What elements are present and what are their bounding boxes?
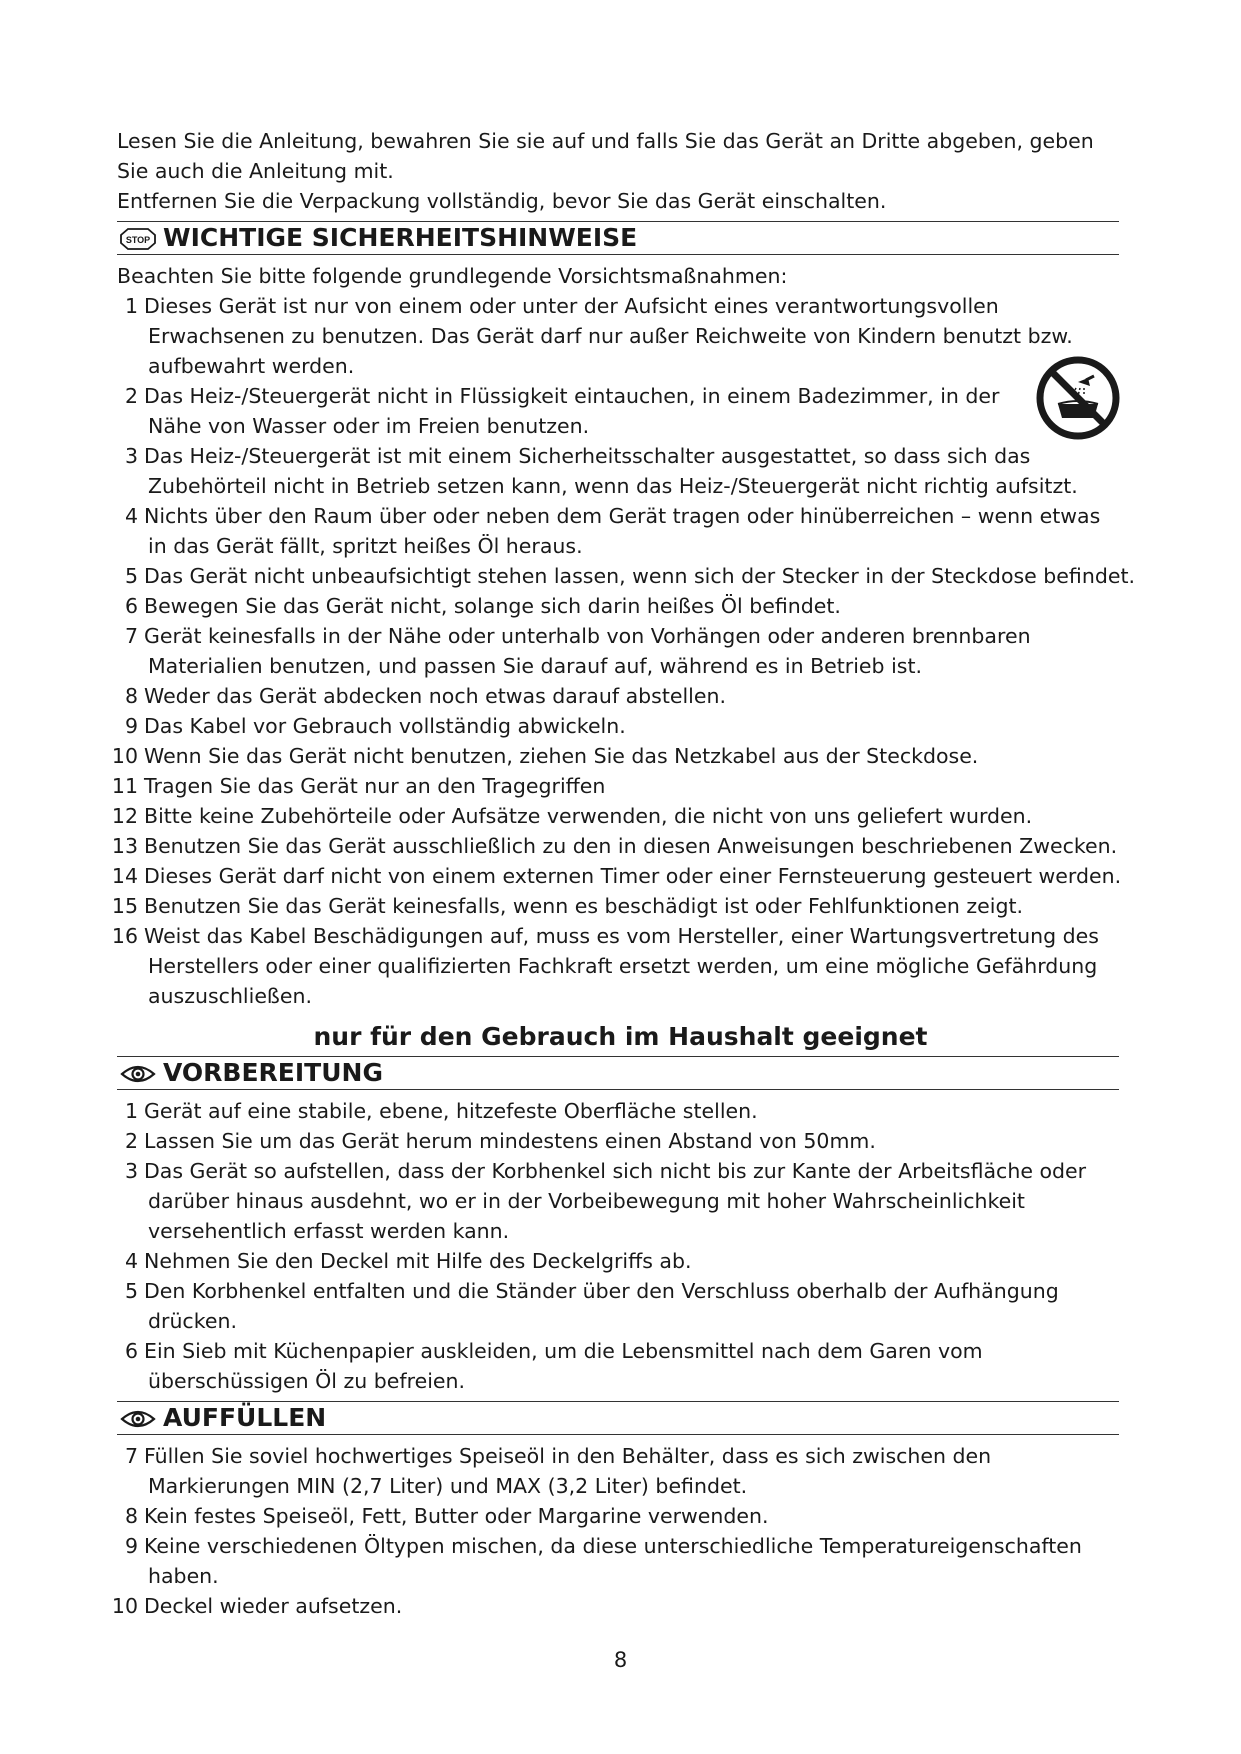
item-line: Das Heiz-/Steuergerät ist mit einem Sicherheitsschalter ausgestattet, so dass sich das [144, 444, 1031, 468]
safety-section-header [117, 221, 1119, 255]
item-number: 13 [111, 834, 138, 858]
item-line: Das Gerät nicht unbeaufsichtigt stehen lassen, wenn sich der Stecker in der Steckdose befindet. [144, 564, 1136, 588]
item-line: Benutzen Sie das Gerät ausschließlich zu den in diesen Anweisungen beschriebenen Zwecken. [144, 834, 1118, 858]
item-line: Zubehörteil nicht in Betrieb setzen kann, wenn das Heiz-/Steuergerät nicht richtig aufsitzt. [148, 474, 1078, 498]
item-line: Nichts über den Raum über oder neben dem Gerät tragen oder hinüberreichen – wenn etwas [144, 504, 1101, 528]
item-line: Weist das Kabel Beschädigungen auf, muss es vom Hersteller, einer Wartungsvertretung des [144, 924, 1099, 948]
item-number: 9 [124, 714, 138, 738]
item-line: Deckel wieder aufsetzen. [144, 1594, 403, 1618]
item-line: überschüssigen Öl zu befreien. [148, 1369, 466, 1393]
intro-line-2: Sie auch die Anleitung mit. [117, 159, 394, 183]
item-line: Materialien benutzen, und passen Sie darauf auf, während es in Betrieb ist. [148, 654, 923, 678]
item-number: 11 [111, 774, 138, 798]
item-number: 8 [124, 1504, 138, 1528]
item-number: 7 [124, 1444, 138, 1468]
item-number: 15 [111, 894, 138, 918]
item-line: aufbewahrt werden. [148, 354, 355, 378]
eye-icon [120, 1408, 156, 1434]
item-line: Herstellers oder einer qualifizierten Fachkraft ersetzt werden, um eine mögliche Gefährdung [148, 954, 1098, 978]
item-line: Erwachsenen zu benutzen. Das Gerät darf nur außer Reichweite von Kindern benutzt bzw. [148, 324, 1073, 348]
item-line: Bitte keine Zubehörteile oder Aufsätze verwenden, die nicht von uns geliefert wurden. [144, 804, 1033, 828]
item-number: 9 [124, 1534, 138, 1558]
stop-icon [120, 228, 156, 254]
item-number: 4 [124, 504, 138, 528]
item-line: Weder das Gerät abdecken noch etwas darauf abstellen. [144, 684, 726, 708]
item-number: 2 [124, 384, 138, 408]
item-number: 3 [124, 1159, 138, 1183]
item-line: darüber hinaus ausdehnt, wo er in der Vorbeibewegung mit hoher Wahrscheinlichkeit [148, 1189, 1025, 1213]
intro-line-3: Entfernen Sie die Verpackung vollständig, bevor Sie das Gerät einschalten. [117, 189, 887, 213]
item-line: Kein festes Speiseöl, Fett, Butter oder Margarine verwenden. [144, 1504, 769, 1528]
item-line: Das Gerät so aufstellen, dass der Korbhenkel sich nicht bis zur Kante der Arbeitsfläche oder [144, 1159, 1087, 1183]
item-number: 10 [111, 1594, 138, 1618]
item-number: 10 [111, 744, 138, 768]
item-line: Das Kabel vor Gebrauch vollständig abwickeln. [144, 714, 626, 738]
item-line: haben. [148, 1564, 219, 1588]
eye-icon [120, 1063, 156, 1089]
intro-line-1: Lesen Sie die Anleitung, bewahren Sie sie auf und falls Sie das Gerät an Dritte abgeben, geben [117, 129, 1094, 153]
item-line: Lassen Sie um das Gerät herum mindestens einen Abstand von 50mm. [144, 1129, 876, 1153]
safety-lead: Beachten Sie bitte folgende grundlegende Vorsichtsmaßnahmen: [117, 264, 788, 288]
item-line: Dieses Gerät darf nicht von einem externen Timer oder einer Fernsteuerung gesteuert werden. [144, 864, 1122, 888]
item-line: Dieses Gerät ist nur von einem oder unter der Aufsicht eines verantwortungsvollen [144, 294, 999, 318]
item-line: Benutzen Sie das Gerät keinesfalls, wenn es beschädigt ist oder Fehlfunktionen zeigt. [144, 894, 1024, 918]
item-line: Keine verschiedenen Öltypen mischen, da diese unterschiedliche Temperatureigenschaften [144, 1534, 1082, 1558]
item-number: 5 [124, 1279, 138, 1303]
household-note: nur für den Gebrauch im Haushalt geeignet [313, 1022, 928, 1051]
item-line: Nähe von Wasser oder im Freien benutzen. [148, 414, 590, 438]
item-number: 14 [111, 864, 138, 888]
item-number: 1 [124, 294, 138, 318]
item-line: Bewegen Sie das Gerät nicht, solange sich darin heißes Öl befindet. [144, 594, 841, 618]
item-line: Füllen Sie soviel hochwertiges Speiseöl in den Behälter, dass es sich zwischen den [144, 1444, 992, 1468]
preparation-title: VORBEREITUNG [163, 1058, 383, 1087]
item-number: 8 [124, 684, 138, 708]
item-number: 12 [111, 804, 138, 828]
item-number: 2 [124, 1129, 138, 1153]
filling-title: AUFFÜLLEN [163, 1403, 327, 1432]
item-number: 6 [124, 594, 138, 618]
filling-section-header [117, 1401, 1119, 1435]
item-line: Tragen Sie das Gerät nur an den Tragegriffen [144, 774, 606, 798]
item-line: Markierungen MIN (2,7 Liter) und MAX (3,2 Liter) befindet. [148, 1474, 748, 1498]
item-number: 4 [124, 1249, 138, 1273]
item-line: Wenn Sie das Gerät nicht benutzen, ziehen Sie das Netzkabel aus der Steckdose. [144, 744, 979, 768]
stop-icon-text: STOP [125, 235, 151, 245]
safety-title: WICHTIGE SICHERHEITSHINWEISE [163, 223, 638, 252]
item-line: Ein Sieb mit Küchenpapier auskleiden, um die Lebensmittel nach dem Garen vom [144, 1339, 983, 1363]
item-line: Den Korbhenkel entfalten und die Ständer über den Verschluss oberhalb der Aufhängung [144, 1279, 1059, 1303]
item-number: 3 [124, 444, 138, 468]
item-line: Gerät auf eine stabile, ebene, hitzefeste Oberfläche stellen. [144, 1099, 758, 1123]
item-line: Nehmen Sie den Deckel mit Hilfe des Deckelgriffs ab. [144, 1249, 692, 1273]
no-bathroom-icon [1036, 356, 1120, 444]
item-line: Das Heiz-/Steuergerät nicht in Flüssigkeit eintauchen, in einem Badezimmer, in der [144, 384, 1000, 408]
item-line: Gerät keinesfalls in der Nähe oder unterhalb von Vorhängen oder anderen brennbaren [144, 624, 1031, 648]
item-number: 1 [124, 1099, 138, 1123]
item-number: 5 [124, 564, 138, 588]
item-number: 6 [124, 1339, 138, 1363]
item-number: 7 [124, 624, 138, 648]
preparation-section-header [117, 1056, 1119, 1090]
item-line: versehentlich erfasst werden kann. [148, 1219, 510, 1243]
item-line: drücken. [148, 1309, 237, 1333]
page-number: 8 [613, 1648, 628, 1672]
item-line: auszuschließen. [148, 984, 312, 1008]
item-number: 16 [111, 924, 138, 948]
item-line: in das Gerät fällt, spritzt heißes Öl heraus. [148, 534, 583, 558]
